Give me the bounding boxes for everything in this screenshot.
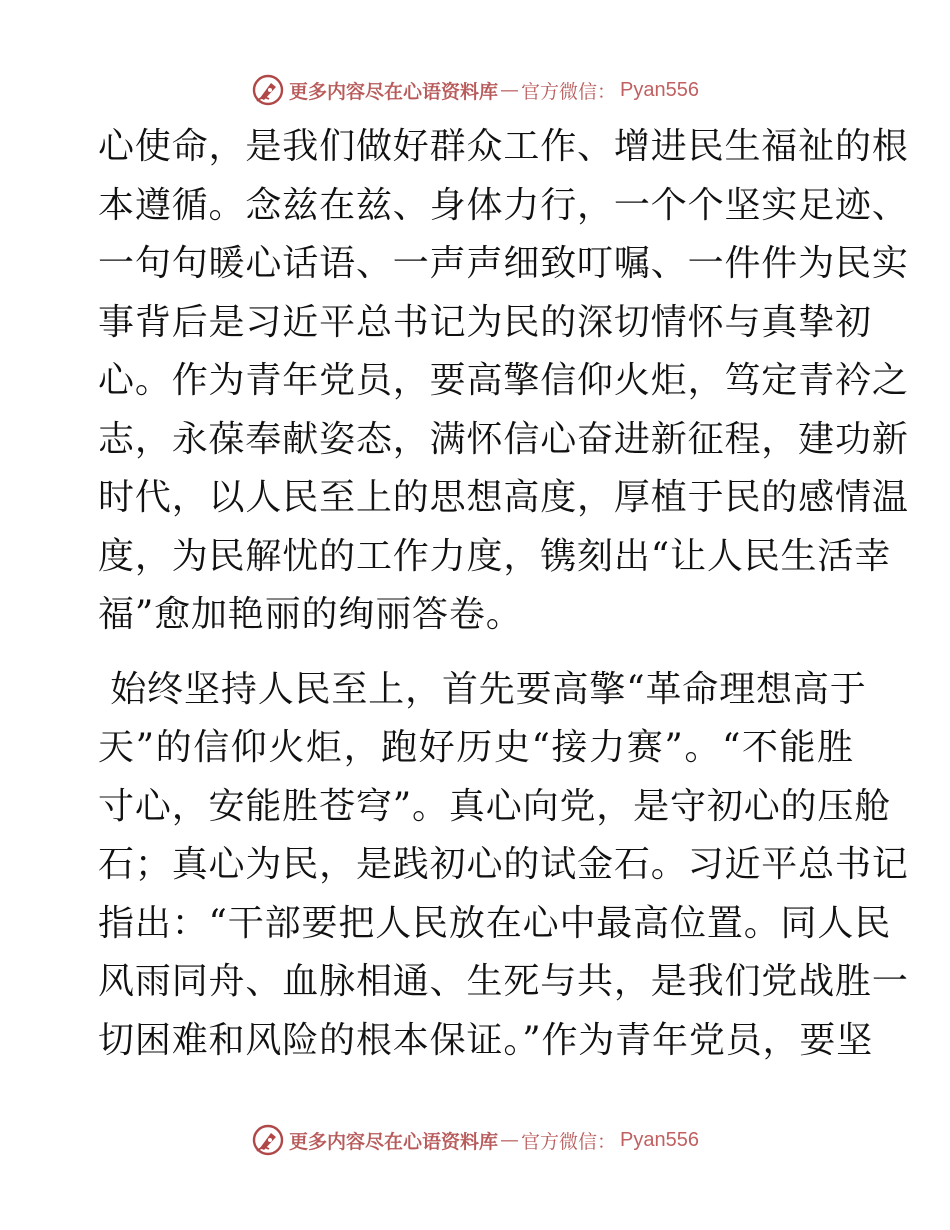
- wechat-label: 官方微信：: [521, 1130, 617, 1153]
- pen-nib-circle-icon: [251, 73, 285, 107]
- text-line: 天”的信仰火炬，跑好历史“接力赛”。“不能胜: [98, 727, 854, 768]
- text-line: 心。作为青年党员，要高擎信仰火炬，笃定青衿之: [98, 360, 909, 401]
- pen-nib-circle-icon: [251, 1123, 285, 1157]
- promo-text: 更多内容尽在心语资料库: [289, 80, 499, 103]
- separator-dash: —: [500, 1129, 520, 1151]
- text-line: 度，为民解忧的工作力度，镌刻出“让人民生活幸: [98, 535, 892, 577]
- text-line: 时代，以人民至上的思想高度，厚植于民的感情温: [98, 477, 909, 518]
- text-line: 事背后是习近平总书记为民的深切情怀与真挚初: [98, 301, 872, 343]
- text-line: 寸心，安能胜苍穹”。真心向党，是守初心的压舱: [98, 785, 892, 827]
- text-line: 一句句暖心话语、一声声细致叮嘱、一件件为民实: [98, 243, 909, 284]
- text-line: 始终坚持人民至上，首先要高擎“革命理想高于: [98, 668, 867, 710]
- wechat-id: Pyan556: [620, 78, 699, 101]
- text-line: 福”愈加艳丽的绚丽答卷。: [98, 594, 523, 635]
- wechat-id: Pyan556: [620, 1128, 699, 1151]
- text-line: 石；真心为民，是践初心的试金石。习近平总书记: [98, 844, 909, 885]
- paragraph-2: [98, 661, 909, 1071]
- header-watermark: [0, 70, 950, 110]
- wechat-label: 官方微信：: [521, 80, 617, 103]
- text-line: 本遵循。念兹在兹、身体力行，一个个坚实足迹、: [98, 184, 909, 226]
- text-line: 志，永葆奉献姿态，满怀信心奋进新征程，建功新: [98, 418, 909, 460]
- separator-dash: —: [500, 79, 520, 101]
- text-line: 心使命，是我们做好群众工作、增进民生福祉的根: [98, 126, 909, 167]
- text-line: 切困难和风险的根本保证。”作为青年党员，要坚: [98, 1019, 874, 1061]
- document-body: [98, 118, 909, 1070]
- paragraph-1: [98, 118, 909, 645]
- text-line: 风雨同舟、血脉相通、生死与共，是我们党战胜一: [98, 961, 909, 1002]
- promo-text: 更多内容尽在心语资料库: [289, 1130, 499, 1153]
- text-line: 指出：“干部要把人民放在心中最高位置。同人民: [98, 902, 892, 944]
- footer-watermark: [0, 1120, 950, 1160]
